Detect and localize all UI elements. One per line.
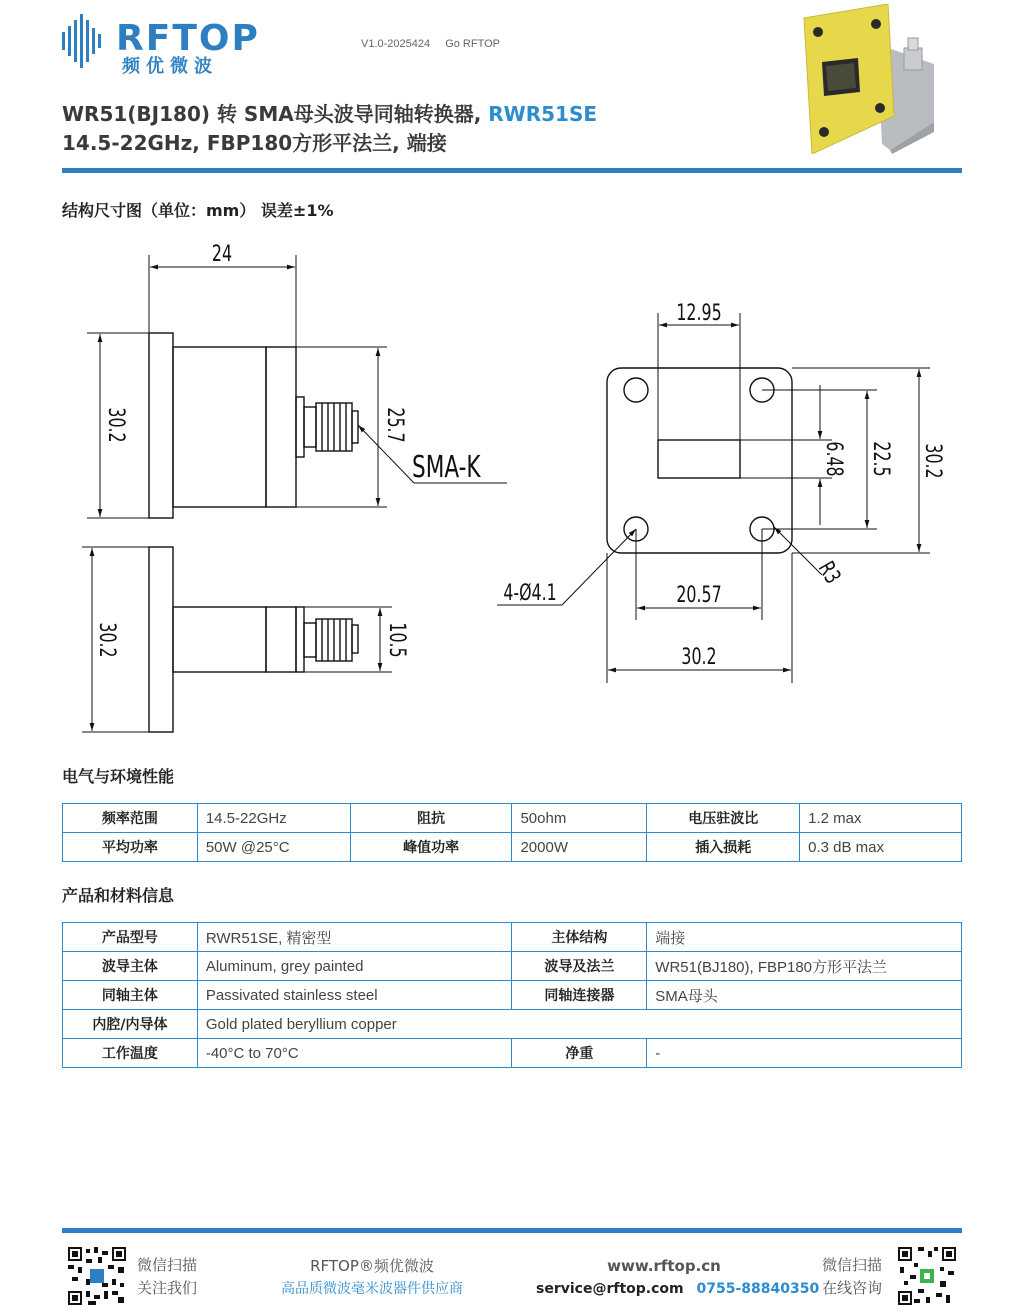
footer-phone[interactable]: 0755-88840350 [696, 1281, 820, 1297]
table-value: 50ohm [512, 804, 647, 833]
wechat-consult-line1: 微信扫描 [822, 1256, 883, 1274]
electrical-table [62, 803, 962, 862]
dim-25-7: 25.7 [382, 407, 408, 443]
drawing-section-title: 结构尺寸图（单位：mm） 误差±1% [62, 201, 334, 220]
table-key: 产品型号 [63, 923, 198, 952]
dim-10-5: 10.5 [384, 622, 410, 658]
model-link[interactable]: RWR51SE [488, 102, 598, 126]
table-value: Passivated stainless steel [197, 981, 512, 1010]
table-key: 同轴主体 [63, 981, 198, 1010]
rftop-logo [62, 8, 272, 77]
header-divider [62, 168, 962, 173]
product-image [782, 4, 942, 154]
wechat-follow-text [137, 1254, 197, 1300]
dim-30-2-side-bottom: 30.2 [94, 622, 120, 658]
brand-tag: Go RFTOP [445, 38, 500, 50]
table-value: 2000W [512, 833, 647, 862]
table-value: WR51(BJ180), FBP180方形平法兰 [647, 952, 962, 981]
table-key: 波导主体 [63, 952, 198, 981]
dim-30-2-front: 30.2 [920, 443, 946, 479]
dimension-drawing [62, 225, 962, 745]
footer-website[interactable]: www.rftop.cn [607, 1257, 721, 1275]
material-section-title: 产品和材料信息 [62, 886, 175, 905]
footer-email[interactable]: service@rftop.com [536, 1281, 684, 1297]
table-value: 14.5-22GHz [197, 804, 350, 833]
qr-code-consult-icon[interactable] [898, 1247, 956, 1305]
material-table [62, 922, 962, 1068]
footer-contact-block [536, 1255, 820, 1301]
dim-22-5: 22.5 [868, 441, 894, 477]
electrical-section-title: 电气与环境性能 [62, 767, 175, 786]
table-key: 峰值功率 [350, 833, 512, 862]
table-value: 50W @25°C [197, 833, 350, 862]
qr-code-follow-icon[interactable] [68, 1247, 126, 1305]
table-key: 平均功率 [63, 833, 198, 862]
footer-divider [62, 1228, 962, 1233]
product-title [62, 98, 597, 127]
dim-12-95: 12.95 [676, 300, 722, 326]
table-row [63, 1010, 962, 1039]
table-value: 端接 [647, 923, 962, 952]
wechat-follow-line1: 微信扫描 [137, 1256, 198, 1274]
wechat-follow-line2: 关注我们 [137, 1279, 198, 1297]
table-row [63, 981, 962, 1010]
footer-brand: RFTOP®频优微波 [310, 1257, 434, 1275]
footer-slogan: 高品质微波毫米波器件供应商 [281, 1281, 463, 1297]
table-value: - [647, 1039, 962, 1068]
version-number: V1.0-2025424 [361, 38, 431, 50]
table-value: Aluminum, grey painted [197, 952, 512, 981]
r3-label: R3 [813, 557, 846, 589]
dim-6-48: 6.48 [821, 441, 847, 477]
version-line [361, 38, 512, 50]
table-key: 电压驻波比 [647, 804, 800, 833]
table-value: 0.3 dB max [800, 833, 962, 862]
dim-24: 24 [211, 241, 233, 267]
table-key: 阻抗 [350, 804, 512, 833]
dim-30-2-bottom: 30.2 [681, 644, 717, 670]
title-text: WR51(BJ180) 转 SMA母头波导同轴转换器, [62, 102, 489, 126]
table-key: 波导及法兰 [512, 952, 647, 981]
table-value: 1.2 max [800, 804, 962, 833]
signal-bars-icon [62, 10, 108, 72]
dim-20-57: 20.57 [676, 582, 722, 608]
table-row [63, 833, 962, 862]
table-key: 主体结构 [512, 923, 647, 952]
wechat-consult-line2: 在线咨询 [822, 1279, 883, 1297]
table-row [63, 952, 962, 981]
table-key: 工作温度 [63, 1039, 198, 1068]
table-key: 净重 [512, 1039, 647, 1068]
table-value: SMA母头 [647, 981, 962, 1010]
table-row [63, 1039, 962, 1068]
table-key: 同轴连接器 [512, 981, 647, 1010]
table-row [63, 923, 962, 952]
logo-cn: 频优微波 [122, 56, 218, 77]
table-value: Gold plated beryllium copper [197, 1010, 961, 1039]
wechat-consult-text [822, 1254, 882, 1300]
footer-brand-block [262, 1255, 482, 1301]
product-subtitle: 14.5-22GHz, FBP180方形平法兰, 端接 [62, 131, 447, 155]
table-row [63, 804, 962, 833]
table-key: 插入损耗 [647, 833, 800, 862]
table-value: RWR51SE, 精密型 [197, 923, 512, 952]
table-key: 内腔/内导体 [63, 1010, 198, 1039]
dim-30-2-side: 30.2 [103, 407, 129, 443]
holes-label: 4-Ø4.1 [503, 580, 557, 606]
sma-k-label: SMA-K [412, 450, 481, 485]
logo-wordmark: RFTOP [116, 18, 260, 59]
table-value: -40°C to 70°C [197, 1039, 512, 1068]
table-key: 频率范围 [63, 804, 198, 833]
